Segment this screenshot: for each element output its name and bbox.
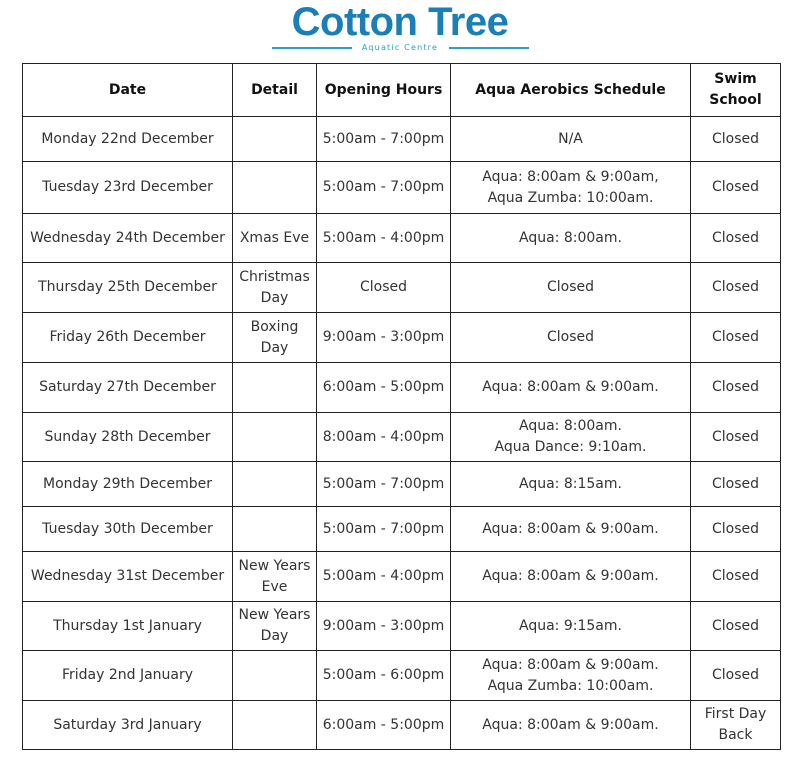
header-row [23, 64, 781, 117]
cell-aqua-aerobics: Closed [451, 313, 691, 363]
cell-aqua-aerobics: Aqua: 8:00am & 9:00am, Aqua Zumba: 10:00am. [451, 162, 691, 214]
cell-opening-hours: 5:00am - 7:00pm [317, 162, 451, 214]
cell-detail [233, 117, 317, 162]
cell-date: Thursday 1st January [23, 602, 233, 651]
cell-opening-hours: 5:00am - 6:00pm [317, 651, 451, 701]
table-row [23, 263, 781, 313]
cell-swim-school: Closed [691, 552, 781, 602]
cell-aqua-aerobics: Aqua: 8:00am. Aqua Dance: 9:10am. [451, 413, 691, 462]
cell-date: Friday 2nd January [23, 651, 233, 701]
cell-aqua-aerobics: Aqua: 9:15am. [451, 602, 691, 651]
cell-detail: New Years Day [233, 602, 317, 651]
cell-detail [233, 651, 317, 701]
table-row [23, 651, 781, 701]
logo-subtitle: Aquatic Centre [361, 43, 439, 52]
cell-aqua-aerobics: Aqua: 8:00am & 9:00am. [451, 363, 691, 413]
cell-aqua-aerobics: Aqua: 8:00am & 9:00am. [451, 552, 691, 602]
schedule-table [22, 63, 781, 750]
header-detail: Detail [233, 64, 317, 117]
cell-swim-school: Closed [691, 214, 781, 263]
cell-opening-hours: 6:00am - 5:00pm [317, 701, 451, 750]
cell-date: Sunday 28th December [23, 413, 233, 462]
cell-opening-hours: 5:00am - 4:00pm [317, 552, 451, 602]
cell-date: Friday 26th December [23, 313, 233, 363]
logo-title: Cotton Tree [291, 0, 509, 44]
cell-aqua-aerobics: Closed [451, 263, 691, 313]
cell-swim-school: First Day Back [691, 701, 781, 750]
table-row [23, 363, 781, 413]
cell-swim-school: Closed [691, 602, 781, 651]
cell-opening-hours: 5:00am - 7:00pm [317, 507, 451, 552]
cell-aqua-aerobics: N/A [451, 117, 691, 162]
cell-swim-school: Closed [691, 413, 781, 462]
cell-swim-school: Closed [691, 462, 781, 507]
cell-detail: Christmas Day [233, 263, 317, 313]
cell-swim-school: Closed [691, 117, 781, 162]
cell-opening-hours: 8:00am - 4:00pm [317, 413, 451, 462]
header-swim-school: Swim School [691, 64, 781, 117]
cell-date: Tuesday 30th December [23, 507, 233, 552]
cell-detail [233, 162, 317, 214]
table-row [23, 602, 781, 651]
table-row [23, 507, 781, 552]
cell-swim-school: Closed [691, 507, 781, 552]
logo [0, 0, 800, 58]
cell-swim-school: Closed [691, 651, 781, 701]
table-row [23, 117, 781, 162]
header-date: Date [23, 64, 233, 117]
cell-opening-hours: 5:00am - 4:00pm [317, 214, 451, 263]
cell-opening-hours: 9:00am - 3:00pm [317, 602, 451, 651]
cell-date: Thursday 25th December [23, 263, 233, 313]
cell-opening-hours: Closed [317, 263, 451, 313]
cell-detail: Xmas Eve [233, 214, 317, 263]
cell-aqua-aerobics: Aqua: 8:00am & 9:00am. [451, 701, 691, 750]
cell-aqua-aerobics: Aqua: 8:15am. [451, 462, 691, 507]
cell-detail [233, 507, 317, 552]
cell-date: Saturday 3rd January [23, 701, 233, 750]
cell-swim-school: Closed [691, 313, 781, 363]
cell-date: Monday 22nd December [23, 117, 233, 162]
table-row [23, 162, 781, 214]
cell-detail: New Years Eve [233, 552, 317, 602]
header-aqua-aerobics: Aqua Aerobics Schedule [451, 64, 691, 117]
cell-detail [233, 462, 317, 507]
cell-opening-hours: 5:00am - 7:00pm [317, 117, 451, 162]
cell-swim-school: Closed [691, 162, 781, 214]
cell-aqua-aerobics: Aqua: 8:00am. [451, 214, 691, 263]
cell-date: Monday 29th December [23, 462, 233, 507]
table-row [23, 214, 781, 263]
header-opening-hours: Opening Hours [317, 64, 451, 117]
table-row [23, 701, 781, 750]
cell-swim-school: Closed [691, 363, 781, 413]
cell-detail [233, 363, 317, 413]
table-row [23, 313, 781, 363]
cell-aqua-aerobics: Aqua: 8:00am & 9:00am. [451, 507, 691, 552]
cell-opening-hours: 6:00am - 5:00pm [317, 363, 451, 413]
cell-date: Wednesday 31st December [23, 552, 233, 602]
cell-detail [233, 701, 317, 750]
cell-opening-hours: 5:00am - 7:00pm [317, 462, 451, 507]
cell-aqua-aerobics: Aqua: 8:00am & 9:00am. Aqua Zumba: 10:00am. [451, 651, 691, 701]
table-row [23, 413, 781, 462]
cell-opening-hours: 9:00am - 3:00pm [317, 313, 451, 363]
cell-detail [233, 413, 317, 462]
cell-date: Saturday 27th December [23, 363, 233, 413]
cell-date: Wednesday 24th December [23, 214, 233, 263]
cell-date: Tuesday 23rd December [23, 162, 233, 214]
cell-swim-school: Closed [691, 263, 781, 313]
cell-detail: Boxing Day [233, 313, 317, 363]
table-row [23, 552, 781, 602]
table-row [23, 462, 781, 507]
